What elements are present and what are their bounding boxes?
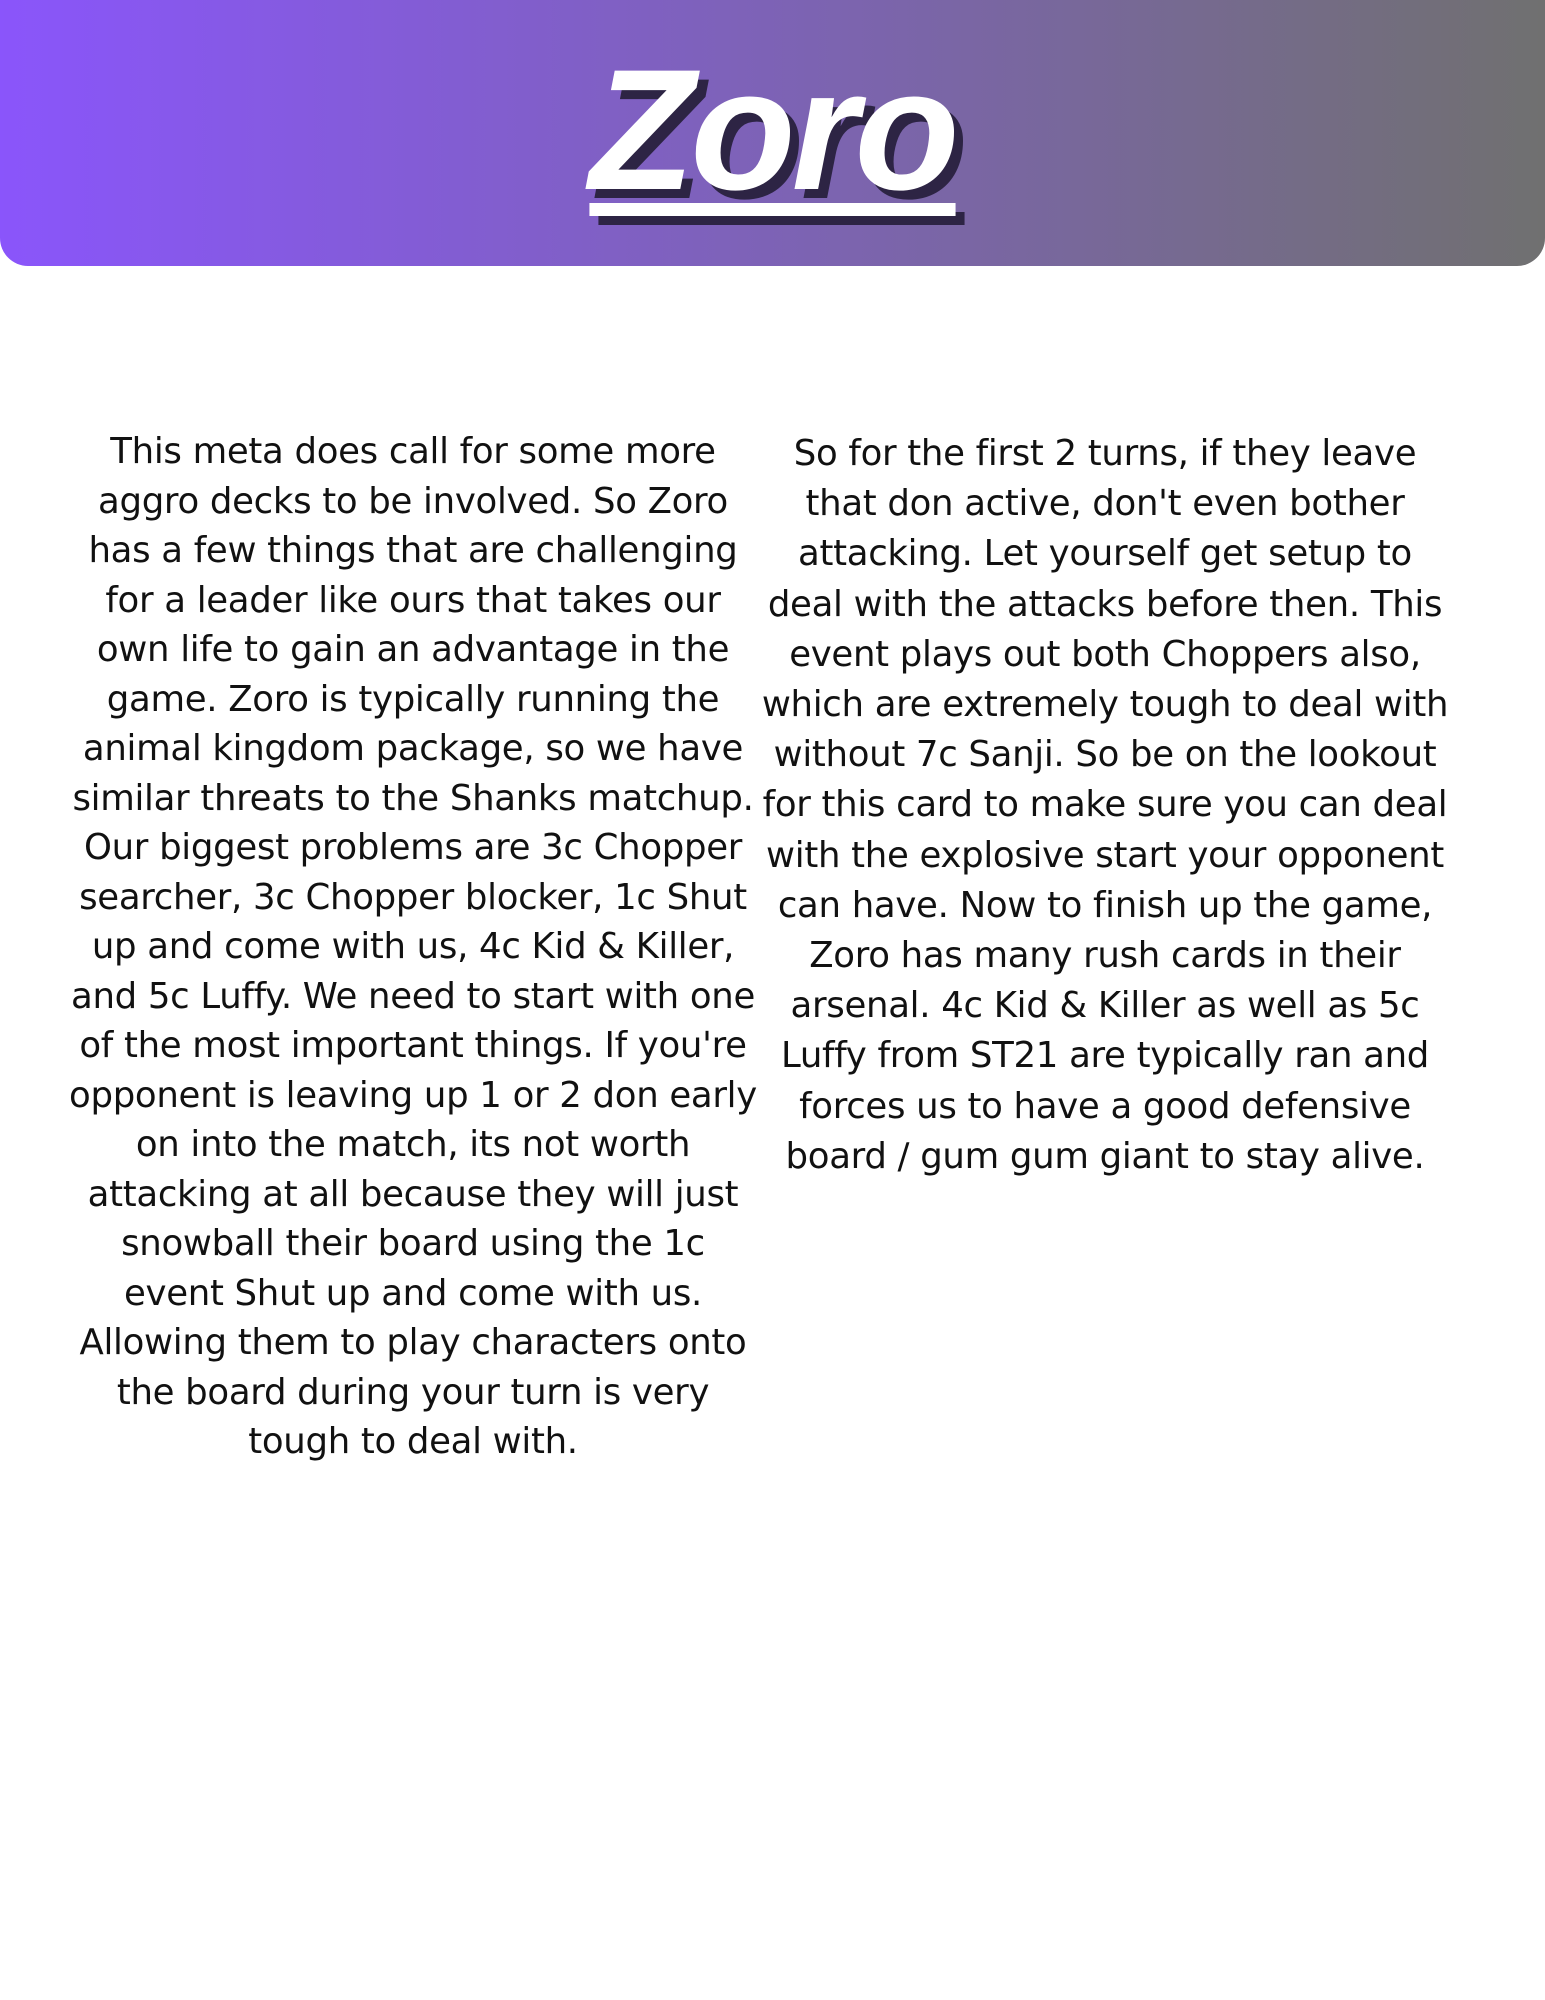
body-text-right-column: So for the first 2 turns, if they leave that don active, don't even bother attacking. Let yourself get setup to deal with the attacks before then. This event plays out both Choppers also, which are extremely tough to deal with without 7c Sanji. So be on the lookout for this card to make sure you can deal with the explosive start your opponent can have. Now to finish up the game, Zoro has many rush cards in their arsenal. 4c Kid & Killer as well as 5c Luffy from ST21 are typically ran and forces us to have a good defensive board / gum gum giant to stay alive. — [761, 433, 1449, 1177]
header-banner — [0, 0, 1545, 266]
body-text-left-column: This meta does call for some more aggro decks to be involved. So Zoro has a few things that are challenging for a leader like ours that takes our own life to gain an advantage in the game. Zoro is typically running the animal kingdom package, so we have similar threats to the Shanks matchup. Our biggest problems are 3c Chopper searcher, 3c Chopper blocker, 1c Shut up and come with us, 4c Kid & Killer, and 5c Luffy. We need to start with one of the most important things. If you're opponent is leaving up 1 or 2 don early on into the match, its not worth attacking at all because they will just snowball their board using the 1c event Shut up and come with us. Allowing them to play characters onto the board during your turn is very tough to deal with. — [69, 431, 757, 1462]
page-title: Zoro — [589, 34, 956, 226]
